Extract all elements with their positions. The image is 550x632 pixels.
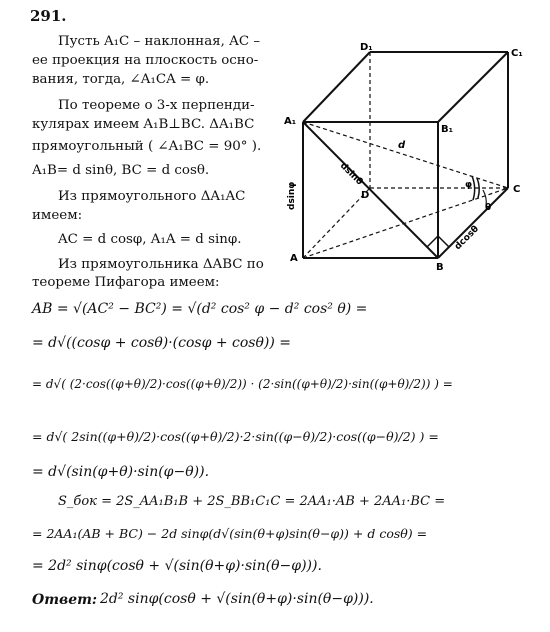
label-A: A bbox=[290, 253, 298, 264]
formula-line: = d√(sin(φ+θ)·sin(φ−θ)). bbox=[32, 464, 210, 480]
text-line: Из прямоугольного ΔA₁AC bbox=[58, 189, 246, 204]
label-B: B bbox=[436, 262, 444, 270]
text-line: AC = d cosφ, A₁A = d sinφ. bbox=[58, 232, 242, 247]
text-line: Из прямоугольника ΔABC по bbox=[58, 257, 264, 272]
prism-figure bbox=[280, 30, 545, 270]
label-C1: C₁ bbox=[511, 48, 523, 59]
text-line: По теореме о 3-х перпенди- bbox=[58, 98, 255, 113]
answer-label: Ответ: bbox=[32, 592, 98, 608]
label-d: d bbox=[398, 140, 406, 151]
formula-line: = d√( 2sin((φ+θ)/2)·cos((φ+θ)/2)·2·sin((φ−θ)/2)·cos((φ−θ)/2) ) = bbox=[32, 429, 439, 444]
formula-line: = 2d² sinφ(cosθ + √(sin(θ+φ)·sin(θ−φ))). bbox=[32, 558, 322, 574]
text-line: вания, тогда, ∠A₁CA = φ. bbox=[32, 72, 210, 87]
formula-line: = 2AA₁(AB + BC) − 2d sinφ(d√(sin(θ+φ)sin(θ−φ)) + d cosθ) = bbox=[32, 526, 428, 541]
formula-line: AB = √(AC² − BC²) = √(d² cos² φ − d² cos² θ) = bbox=[32, 301, 368, 317]
label-D: D bbox=[361, 190, 370, 201]
text-line: прямоугольный ( ∠A₁BC = 90° ). bbox=[32, 139, 262, 154]
answer-text: 2d² sinφ(cosθ + √(sin(θ+φ)·sin(θ−φ))). bbox=[100, 591, 374, 607]
label-theta: θ bbox=[485, 203, 492, 213]
text-line: ее проекция на плоскость осно- bbox=[32, 53, 259, 68]
label-A1: A₁ bbox=[284, 116, 297, 127]
label-C: C bbox=[513, 184, 521, 195]
text-line: имеем: bbox=[32, 208, 83, 223]
problem-number: 291. bbox=[30, 7, 67, 25]
label-phi: φ bbox=[465, 180, 473, 190]
label-dcostheta: dcosθ bbox=[453, 224, 481, 253]
formula-line: = d√((cosφ + cosθ)·(cosφ + cosθ)) = bbox=[32, 335, 292, 351]
text-line: теореме Пифагора имеем: bbox=[32, 275, 220, 290]
label-dsintheta: dsinθ bbox=[337, 161, 365, 188]
text-line: кулярах имеем A₁B⊥BC. ΔA₁BC bbox=[32, 117, 255, 132]
formula-line: S_бок = 2S_AA₁B₁B + 2S_BB₁C₁C = 2AA₁·AB + 2AA₁·BC = bbox=[58, 494, 446, 509]
text-line: Пусть A₁C – наклонная, AC – bbox=[58, 34, 261, 49]
label-dsinphi: dsinφ bbox=[287, 181, 297, 210]
label-B1: B₁ bbox=[441, 124, 454, 135]
formula-line: = d√( (2·cos((φ+θ)/2)·cos((φ+θ)/2)) · (2·sin((φ+θ)/2)·sin((φ+θ)/2)) ) = bbox=[32, 377, 453, 391]
label-D1: D₁ bbox=[360, 42, 373, 53]
text-line: A₁B= d sinθ, BC = d cosθ. bbox=[32, 163, 210, 178]
